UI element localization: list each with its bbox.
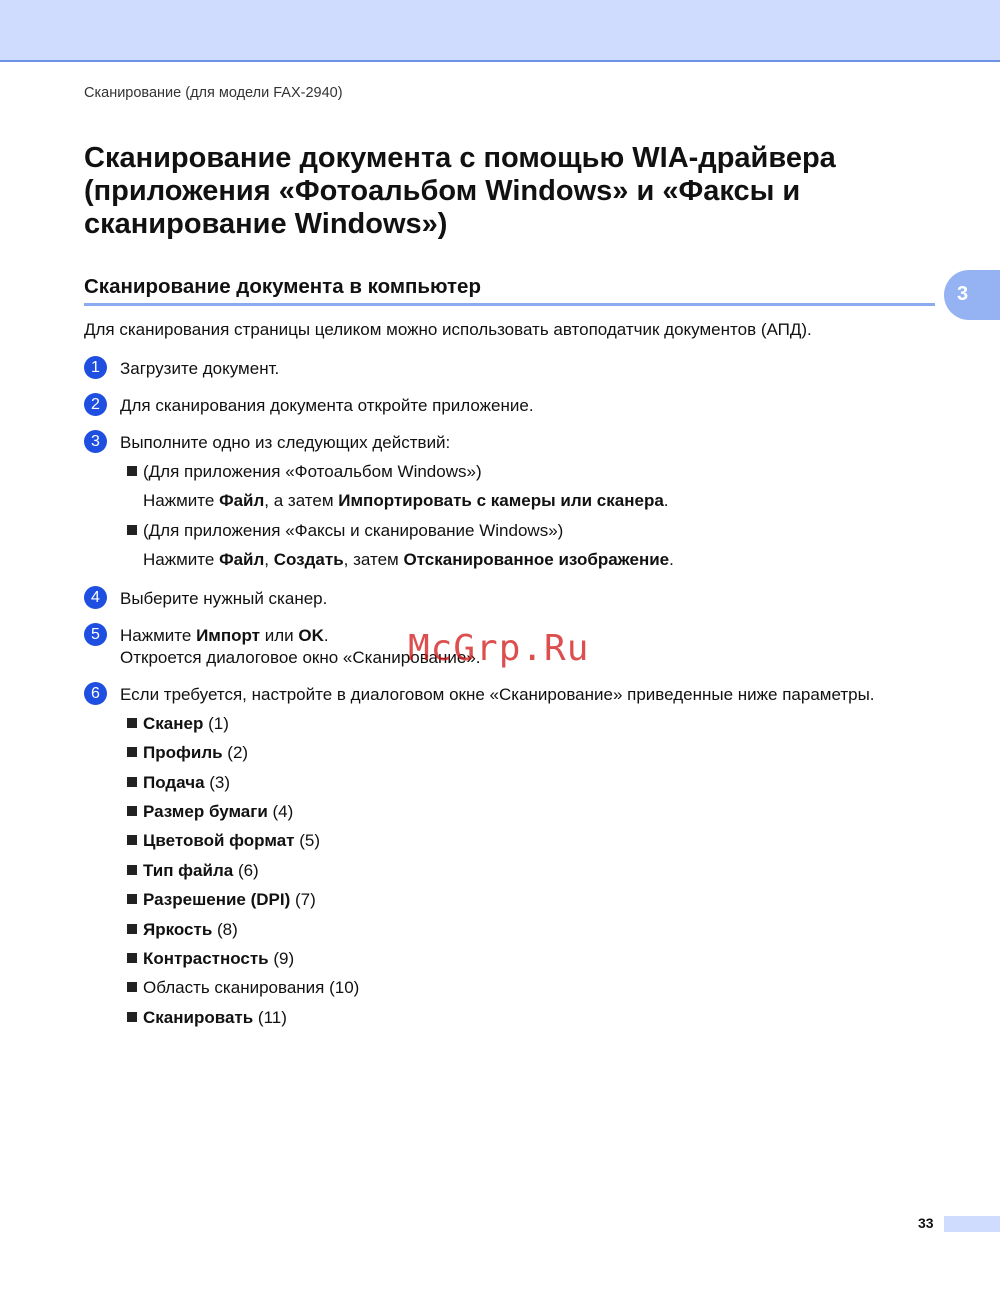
param-name: Область сканирования	[143, 978, 325, 997]
step-text: Если требуется, настройте в диалоговом окне «Сканирование» приведенные ниже параметры.	[120, 685, 875, 704]
param-name: Сканировать	[143, 1008, 254, 1027]
option-label: (Для приложения «Факсы и сканирование Windows»)	[143, 521, 564, 540]
watermark: McGrp.Ru	[408, 628, 590, 669]
bullet-square-icon	[127, 777, 137, 787]
option-photo-gallery-instruction	[143, 491, 669, 511]
param-name: Профиль	[143, 743, 223, 762]
param-ref: (9)	[268, 949, 295, 968]
option-fax-and-scan-instruction	[143, 550, 674, 570]
step-text: Выполните одно из следующих действий:	[120, 433, 451, 452]
bullet-square-icon	[127, 924, 137, 934]
step-text: Для сканирования документа откройте приложение.	[120, 396, 534, 415]
step-text: Выберите нужный сканер.	[120, 589, 328, 608]
bullet-square-icon	[127, 525, 137, 535]
instruction-text: .	[323, 626, 329, 645]
bullet-square-icon	[127, 466, 137, 476]
instruction-text: .	[663, 491, 669, 510]
section-rule	[84, 303, 935, 306]
step-number-badge: 2	[84, 393, 107, 416]
param-name: Разрешение (DPI)	[143, 890, 291, 909]
bullet-square-icon	[127, 718, 137, 728]
step-number-badge: 6	[84, 682, 107, 705]
intro-text: Для сканирования страницы целиком можно использовать автоподатчик документов (АПД).	[84, 320, 812, 339]
param-ref: (1)	[203, 714, 229, 733]
section-title: Сканирование документа в компьютер	[84, 275, 481, 298]
bullet-square-icon	[127, 806, 137, 816]
instruction-text: , затем	[343, 550, 404, 569]
param-ref: (6)	[233, 861, 259, 880]
param-name: Яркость	[143, 920, 213, 939]
menu-file: Файл	[219, 491, 265, 510]
option-photo-gallery	[127, 462, 482, 482]
option-fax-and-scan	[127, 521, 563, 541]
footer-band	[944, 1216, 1000, 1232]
param-item	[127, 831, 320, 851]
param-ref: (2)	[222, 743, 249, 762]
param-item	[127, 773, 230, 793]
param-item	[127, 890, 316, 910]
param-item	[127, 802, 293, 822]
page-title: Сканирование документа с помощью WIA-драйвера (приложения «Фотоальбом Windows» и «Факсы и сканирование Windows»)	[84, 142, 836, 240]
bullet-square-icon	[127, 865, 137, 875]
step-text: Загрузите документ.	[120, 359, 280, 378]
step-number-badge: 1	[84, 356, 107, 379]
instruction-text: или	[260, 626, 299, 645]
param-item	[127, 1008, 287, 1028]
param-item	[127, 978, 359, 998]
step-text	[120, 625, 329, 647]
option-label: (Для приложения «Фотоальбом Windows»)	[143, 462, 482, 481]
step-number-badge: 5	[84, 623, 107, 646]
chapter-tab	[944, 270, 1000, 320]
param-name: Контрастность	[143, 949, 269, 968]
param-name: Сканер	[143, 714, 204, 733]
step-text-line2: Откроется диалоговое окно «Сканирование».	[120, 648, 481, 667]
bullet-square-icon	[127, 894, 137, 904]
param-item	[127, 949, 294, 969]
param-item	[127, 714, 229, 734]
bullet-square-icon	[127, 1012, 137, 1022]
param-ref: (3)	[204, 773, 231, 792]
param-ref: (5)	[294, 831, 320, 850]
page-number: 33	[918, 1215, 934, 1231]
param-name: Размер бумаги	[143, 802, 268, 821]
bullet-square-icon	[127, 747, 137, 757]
param-ref: (8)	[212, 920, 238, 939]
instruction-text: .	[669, 550, 674, 569]
running-head: Сканирование (для модели FAX-2940)	[84, 85, 343, 101]
bullet-square-icon	[127, 835, 137, 845]
param-ref: (7)	[290, 890, 316, 909]
param-name: Подача	[143, 773, 205, 792]
param-ref: (11)	[253, 1008, 287, 1027]
instruction-text: ,	[264, 550, 274, 569]
param-item	[127, 861, 259, 881]
bullet-square-icon	[127, 953, 137, 963]
button-import: Импорт	[196, 626, 260, 645]
param-name: Тип файла	[143, 861, 234, 880]
button-ok: OK	[298, 626, 324, 645]
param-item	[127, 920, 238, 940]
instruction-text: Нажмите	[143, 491, 220, 510]
bullet-square-icon	[127, 982, 137, 992]
menu-import-from-scanner: Импортировать с камеры или сканера	[338, 491, 664, 510]
instruction-text: , а затем	[264, 491, 339, 510]
param-ref: (10)	[324, 978, 360, 997]
step-number-badge: 3	[84, 430, 107, 453]
param-item	[127, 743, 248, 763]
param-ref: (4)	[267, 802, 294, 821]
param-name: Цветовой формат	[143, 831, 295, 850]
menu-file: Файл	[219, 550, 265, 569]
instruction-text: Нажмите	[143, 550, 220, 569]
instruction-text: Нажмите	[120, 626, 197, 645]
header-band	[0, 0, 1000, 62]
menu-scanned-image: Отсканированное изображение	[403, 550, 670, 569]
chapter-number: 3	[957, 283, 969, 305]
menu-create: Создать	[273, 550, 344, 569]
step-number-badge: 4	[84, 586, 107, 609]
